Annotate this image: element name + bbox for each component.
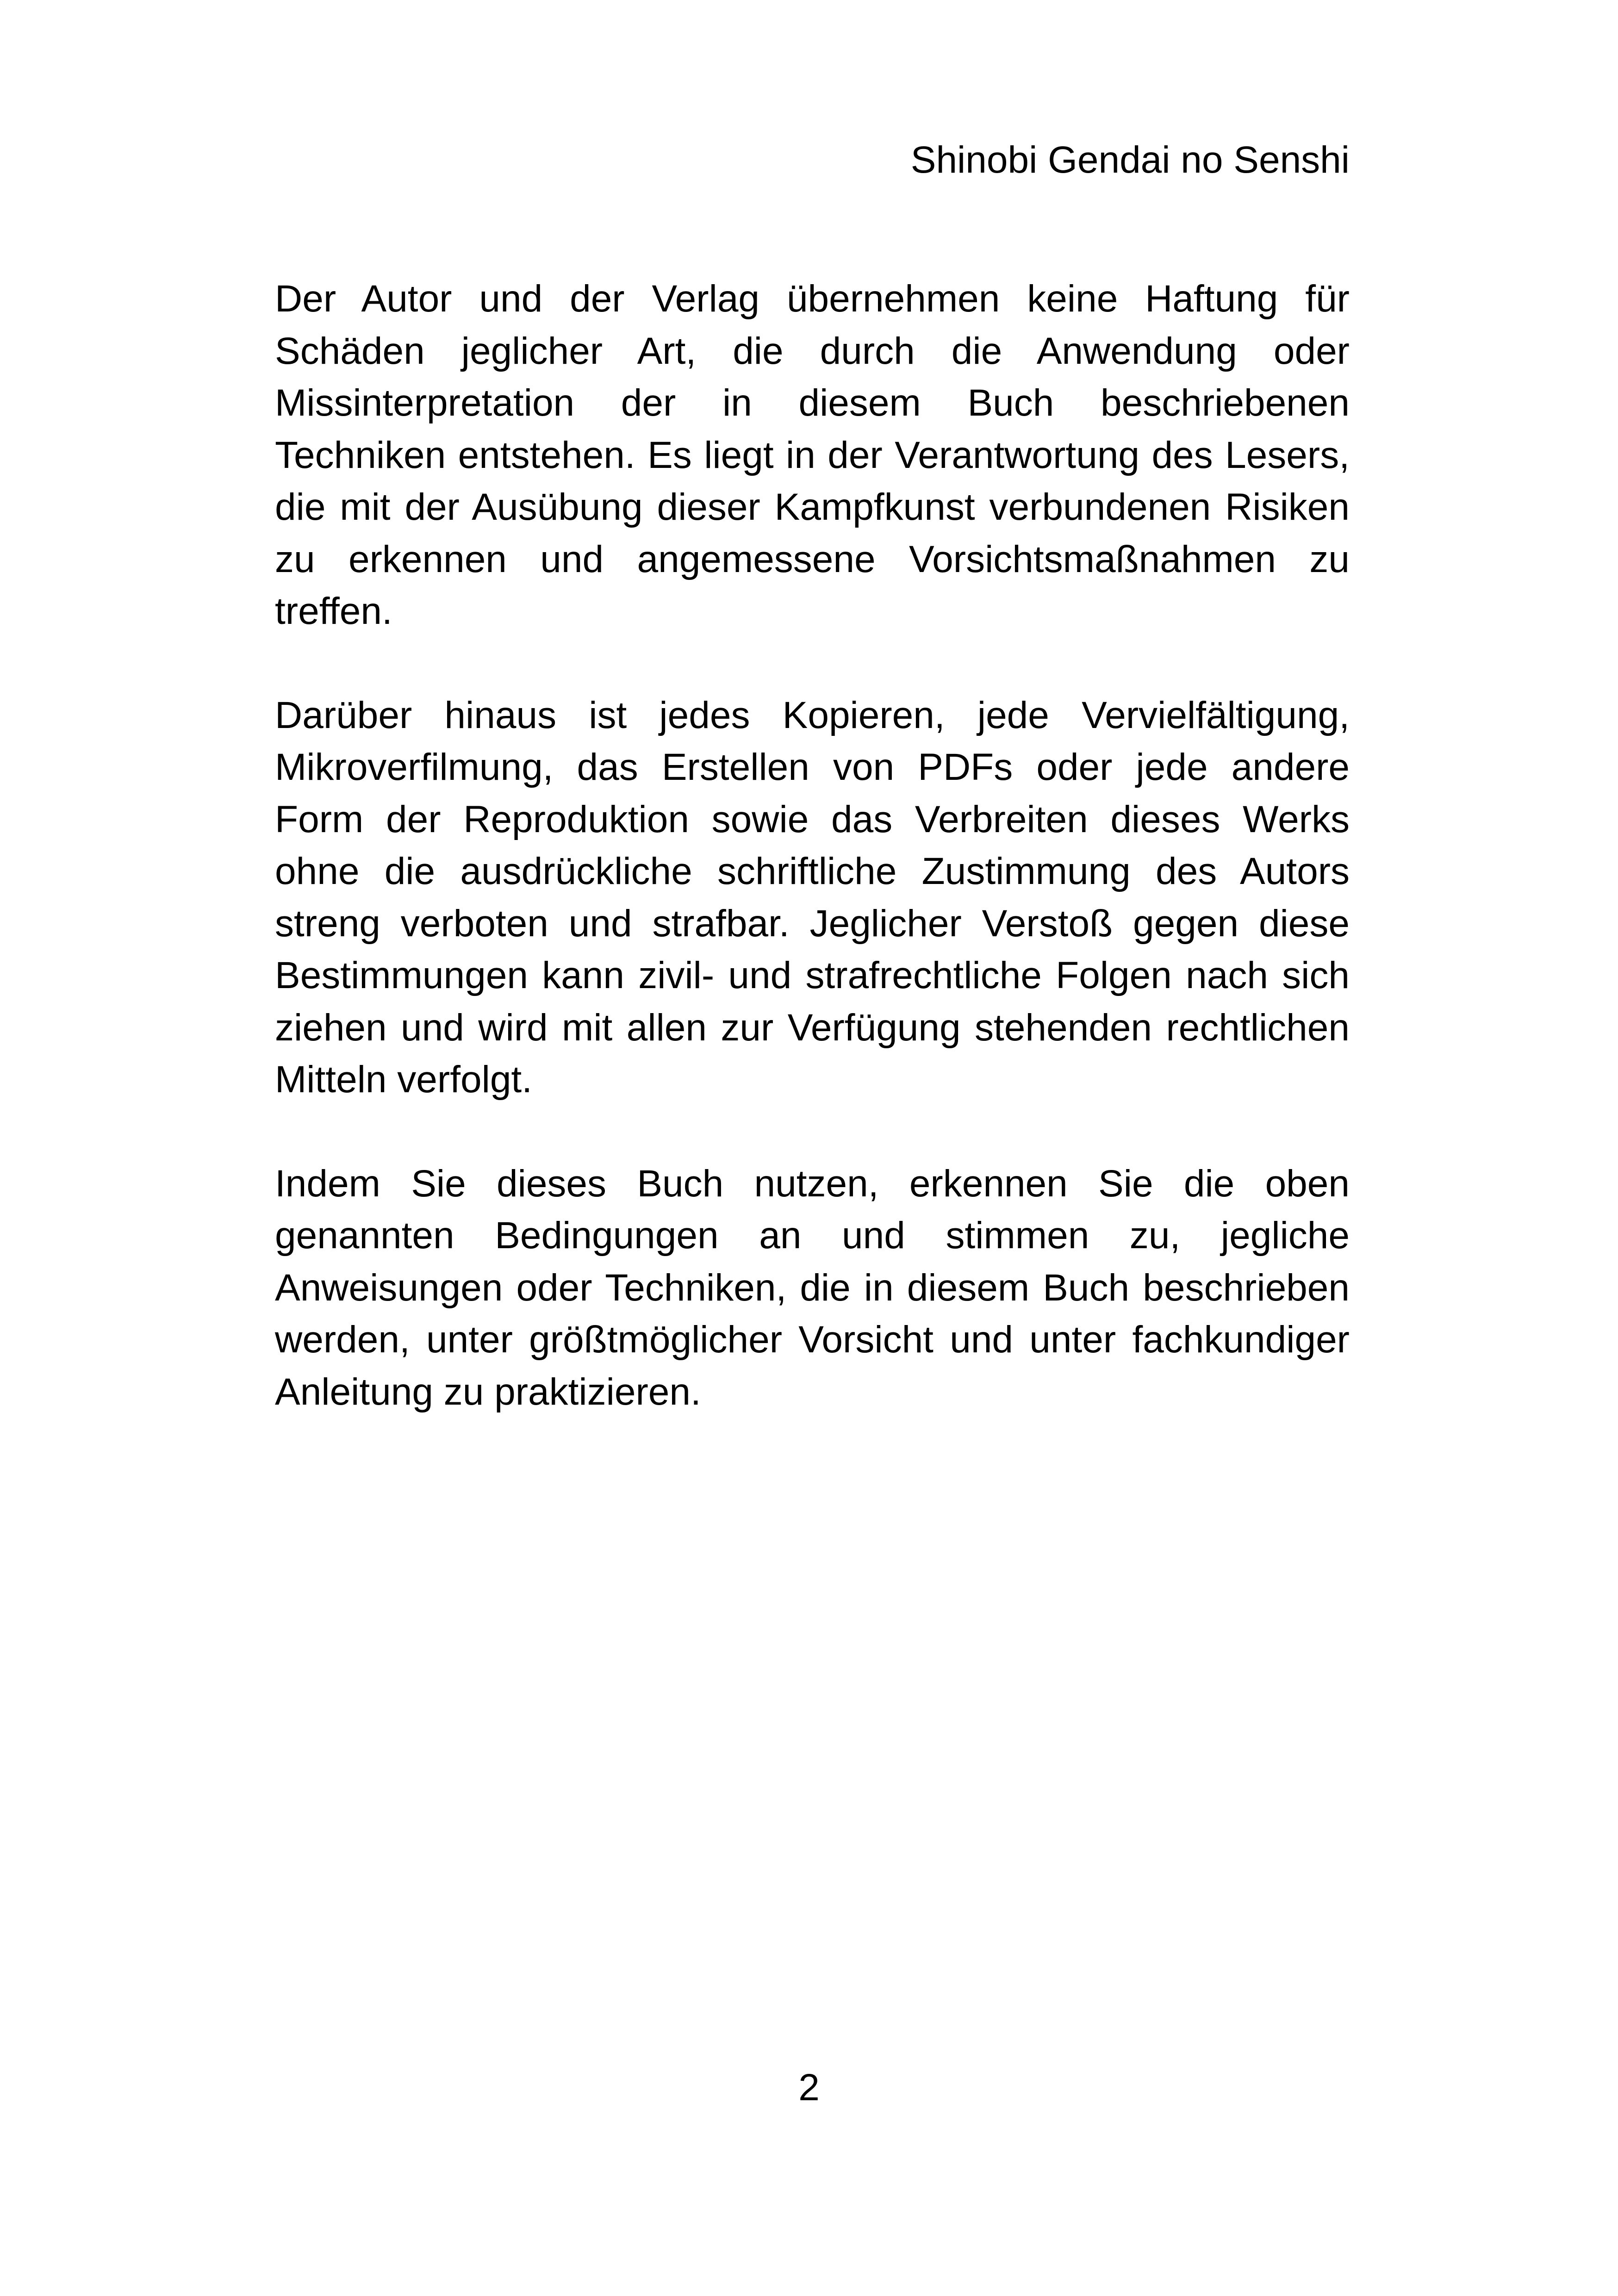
running-header-title: Shinobi Gendai no Senshi bbox=[910, 139, 1350, 181]
paragraph-acceptance: Indem Sie dieses Buch nutzen, erkennen Sie die oben genannten Bedingungen an und stimmen zu, jegliche Anweisungen oder Techniken, die in diesem Buch beschrieben werden, unter größtmöglicher Vorsicht und unter fachkundiger Anleitung zu praktizieren. bbox=[275, 1162, 1350, 1413]
body-text bbox=[275, 273, 1350, 1470]
paragraph-copyright: Darüber hinaus ist jedes Kopieren, jede Vervielfältigung, Mikroverfilmung, das Erstellen von PDFs oder jede andere Form der Reproduktion sowie das Verbreiten dieses Werks ohne die ausdrückliche schriftliche Zustimmung des Autors streng verboten und strafbar. Jeglicher Verstoß gegen diese Bestimmungen kann zivil- und strafrechtliche Folgen nach sich ziehen und wird mit allen zur Verfügung stehenden rechtlichen Mitteln verfolgt. bbox=[275, 694, 1350, 1101]
paragraph-liability: Der Autor und der Verlag übernehmen keine Haftung für Schäden jeglicher Art, die durch die Anwendung oder Missinterpretation der in diesem Buch beschriebenen Techniken entstehen. Es liegt in der Verantwortung des Lesers, die mit der Ausübung dieser Kampfkunst verbundenen Risiken zu erkennen und angemessene Vorsichtsmaßnahmen zu treffen. bbox=[275, 278, 1350, 632]
page-number: 2 bbox=[798, 2066, 820, 2109]
